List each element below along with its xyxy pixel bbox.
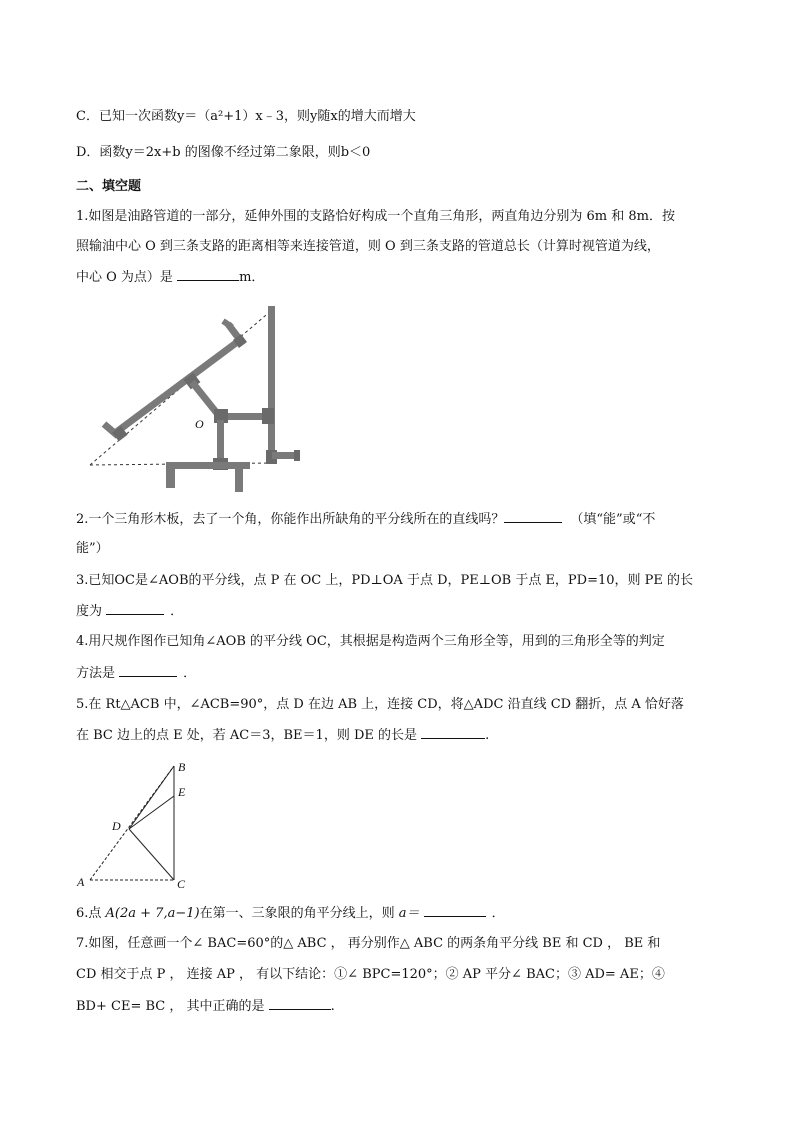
q2-hint: （填“能”或“不 bbox=[570, 512, 656, 527]
q4-text: 方法是 bbox=[76, 666, 120, 681]
q7-end: . bbox=[330, 999, 335, 1014]
q4-line1: 4.用尺规作图作已知角∠AOB 的平分线 OC，其根据是构造两个三角形全等，用到的三角形全等的判定 bbox=[76, 634, 665, 649]
q7-line1: 7.如图，任意画一个∠ BAC=60°的△ ABC ， 再分别作△ ABC 的两条角平分线 BE 和 CD ， BE 和 bbox=[76, 936, 661, 951]
q3-end: ． bbox=[170, 604, 184, 619]
q6-var: a＝ bbox=[398, 906, 420, 921]
q7-line2: CD 相交于点 P ， 连接 AP ， 有以下结论：①∠ BPC=120°；② AP 平分∠ BAC；③ AD= AE；④ bbox=[76, 967, 665, 982]
q5-triangle-figure bbox=[74, 758, 204, 893]
pipe-figure bbox=[80, 300, 310, 500]
q1-line2: 照输油中心 O 到三条支路的距离相等来连接管道，则 O 到三条支路的管道总长（计算时视管道为线， bbox=[76, 239, 660, 254]
q1-line3 bbox=[76, 268, 264, 287]
q1-line1: 1.如图是油路管道的一部分，延伸外围的支路恰好构成一个直角三角形，两直角边分别为 6m 和 8m．按 bbox=[76, 209, 675, 224]
pipe-label-o: O bbox=[195, 417, 204, 431]
q5-text: 在 BC 边上的点 E 处，若 AC＝3，BE＝1，则 DE 的长是 bbox=[76, 728, 422, 743]
q4-end: ． bbox=[183, 666, 197, 681]
q5-segment-dc bbox=[129, 829, 174, 880]
pipe-stub-bottom-right bbox=[235, 462, 243, 492]
pipe-stub-bottom-left bbox=[166, 462, 175, 488]
q2-text: 2.一个三角形木板，去了一个角，你能作出所缺角的平分线所在的直线吗？ bbox=[76, 512, 505, 527]
q5-label-a: A bbox=[77, 875, 85, 889]
q5-answer-blank[interactable] bbox=[421, 726, 485, 739]
option-c: C．已知一次函数y＝（a²+1）x﹣3，则y随x的增大而增大 bbox=[76, 109, 416, 124]
q6-point: A(2a + 7,a−1) bbox=[105, 906, 200, 921]
q5-segment-de bbox=[129, 796, 174, 829]
q7-line3 bbox=[76, 997, 335, 1016]
q3-line2 bbox=[76, 602, 183, 621]
q6-prefix: 6.点 bbox=[76, 906, 106, 921]
q6-middle: 在第一、三象限的角平分线上，则 bbox=[199, 906, 399, 921]
q2-line1 bbox=[76, 510, 655, 529]
q5-label-d: D bbox=[112, 819, 121, 833]
pipe-stub-right-cap bbox=[294, 450, 300, 461]
q5-label-e: E bbox=[178, 785, 186, 799]
q4-line2 bbox=[76, 664, 196, 683]
q2-line2: 能”） bbox=[76, 541, 109, 556]
q6-answer-blank[interactable] bbox=[424, 904, 486, 917]
q3-text: 度为 bbox=[76, 604, 107, 619]
q1-text: 中心 O 为点）是 bbox=[76, 270, 178, 285]
q5-line2 bbox=[76, 726, 489, 745]
q5-end: . bbox=[485, 728, 490, 743]
q5-line1: 5.在 Rt△ACB 中，∠ACB=90°，点 D 在边 AB 上，连接 CD，将△ADC 沿直线 CD 翻折，点 A 恰好落 bbox=[76, 697, 684, 712]
q5-label-c: C bbox=[177, 877, 186, 891]
q1-answer-blank[interactable] bbox=[177, 268, 239, 281]
q6-suffix: ． bbox=[491, 906, 505, 921]
pipe-down-center bbox=[217, 420, 224, 464]
q6-line bbox=[76, 904, 505, 923]
pipe-joint-right-upper bbox=[262, 408, 274, 424]
q2-answer-blank[interactable] bbox=[504, 510, 562, 523]
pipe-stub-top bbox=[223, 321, 232, 327]
q5-segment-db-solid bbox=[129, 766, 174, 829]
option-d: D．函数y＝2x+b 的图像不经过第二象限，则b＜0 bbox=[76, 145, 371, 160]
q5-label-b: B bbox=[178, 760, 186, 774]
q3-answer-blank[interactable] bbox=[106, 602, 164, 615]
q7-text: BD+ CE= BC ， 其中正确的是 bbox=[76, 999, 269, 1014]
q1-unit: m． bbox=[239, 270, 265, 285]
q4-answer-blank[interactable] bbox=[119, 664, 177, 677]
pipe-vertical-leg bbox=[268, 306, 275, 464]
q3-line1: 3.已知OC是∠AOB的平分线，点 P 在 OC 上，PD⊥OA 于点 D，PE⊥OB 于点 E，PD=10，则 PE 的长 bbox=[76, 573, 694, 588]
q7-answer-blank[interactable] bbox=[269, 997, 331, 1010]
section-title: 二、填空题 bbox=[76, 179, 142, 194]
